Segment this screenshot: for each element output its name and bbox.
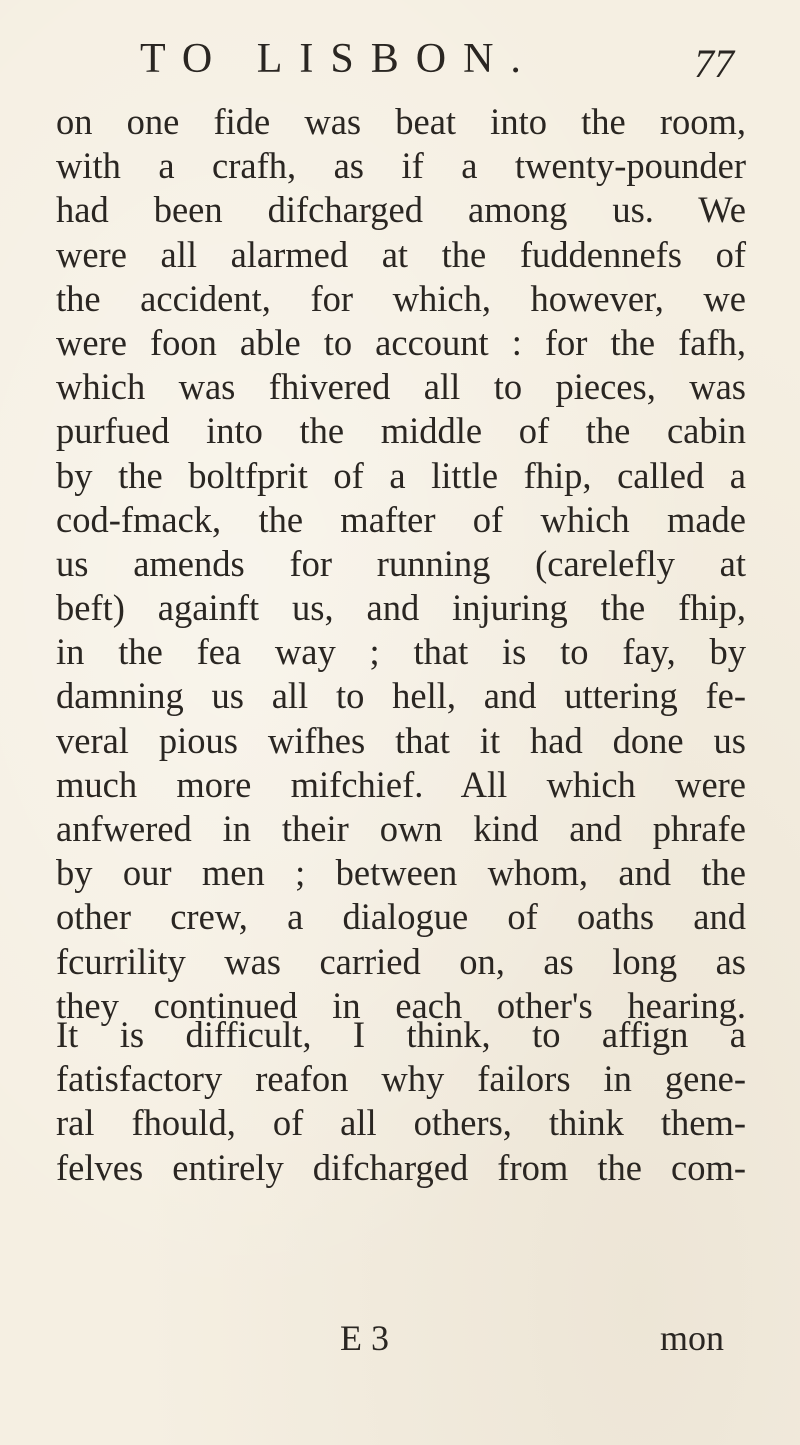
text-line: were foon able to account : for the fafh, — [56, 321, 746, 363]
text-line: veral pious wifhes that it had done us — [56, 719, 746, 761]
text-line: on one fide was beat into the room, — [56, 101, 746, 142]
paragraph-1 — [56, 100, 746, 1028]
signature-mark: E 3 — [340, 1318, 389, 1358]
text-line: felves entirely difcharged from the com- — [56, 1146, 746, 1188]
text-line: had been difcharged among us. We — [56, 189, 746, 231]
text-line: by our men ; between whom, and the — [56, 852, 746, 894]
text-line: anfwered in their own kind and phrafe — [56, 808, 746, 849]
text-line: us amends for running (carelefly at — [56, 542, 746, 584]
text-line: much more mifchief. All which were — [56, 763, 746, 805]
text-line: cod-fmack, the mafter of which made — [56, 498, 746, 540]
text-line: in the fea way ; that is to fay, by — [56, 631, 746, 673]
paragraph-2 — [56, 1013, 746, 1190]
text-line: they continued in each other's hearing. — [56, 984, 746, 1026]
text-line: purfued into the middle of the cabin — [56, 410, 746, 452]
text-line: It is difficult, I think, to affign a — [56, 1014, 746, 1055]
text-line: beft) againft us, and injuring the fhip, — [56, 587, 746, 629]
text-line: damning us all to hell, and uttering fe- — [56, 675, 746, 717]
text-line: which was fhivered all to pieces, was — [56, 366, 746, 408]
text-line: fcurrility was carried on, as long as — [56, 940, 746, 982]
text-line: the accident, for which, however, we — [56, 277, 746, 319]
text-line: with a crafh, as if a twenty-pounder — [56, 145, 746, 187]
catchword: mon — [660, 1318, 725, 1358]
text-line: by the boltfprit of a little fhip, called a — [56, 454, 746, 496]
text-line: fatisfactory reafon why failors in gene- — [56, 1058, 746, 1100]
text-line: were all alarmed at the fuddennefs of — [56, 233, 746, 275]
text-line: ral fhould, of all others, think them- — [56, 1102, 746, 1144]
text-line: other crew, a dialogue of oaths and — [56, 896, 746, 938]
running-title: TO LISBON. — [140, 36, 538, 82]
page-number: 77 — [694, 41, 734, 86]
